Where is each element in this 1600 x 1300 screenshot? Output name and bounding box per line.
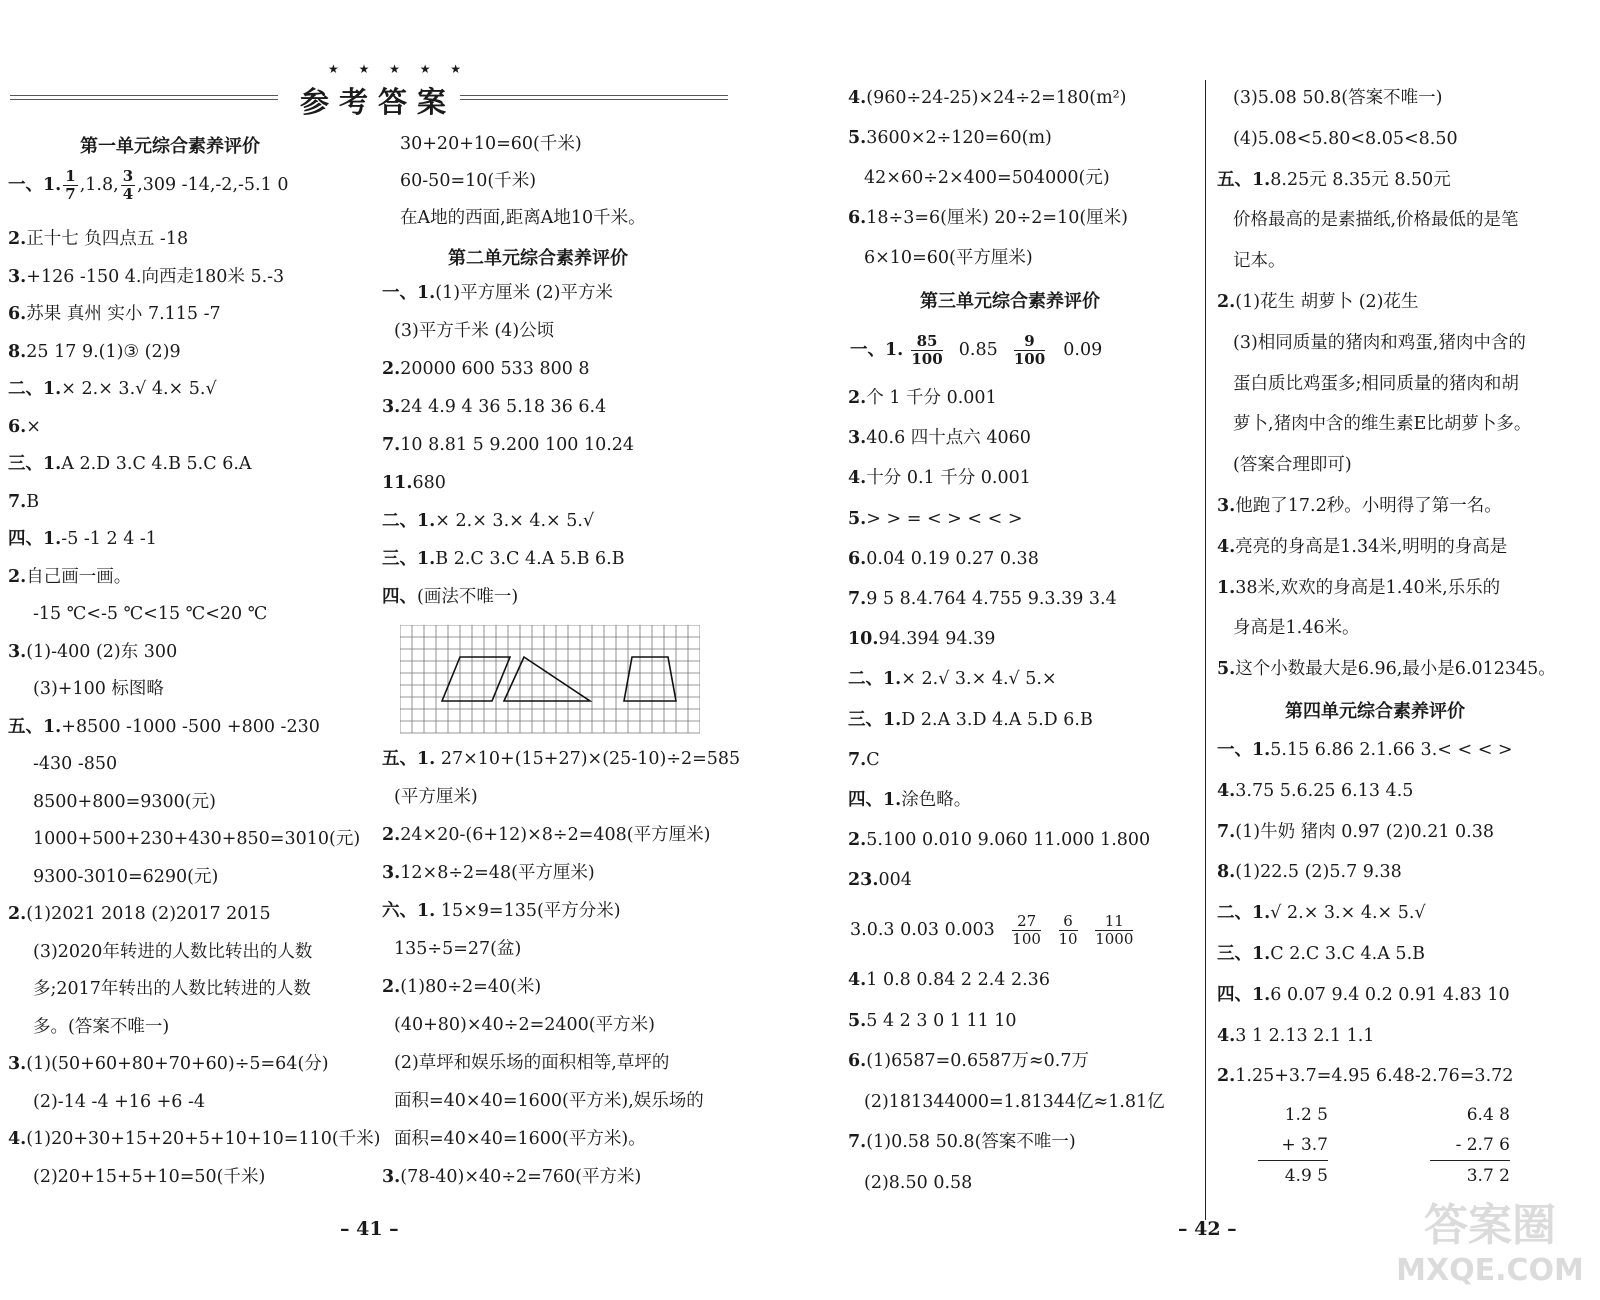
answer-line: 5.3600×2÷120=60(m) <box>848 128 1052 148</box>
answer-line: 6.苏果 真州 实小 7.115 -7 <box>8 304 221 324</box>
answer-line: 多。(答案不唯一) <box>33 1016 170 1037</box>
answer-line: (40+80)×40÷2=2400(平方米) <box>394 1015 655 1035</box>
section-title-unit4: 第四单元综合素养评价 <box>1285 701 1465 722</box>
answer-line: 多;2017年转出的人数比转进的人数 <box>33 979 311 999</box>
answer-line: 在A地的西面,距离A地10千米。 <box>400 208 646 228</box>
q-prefix: 一、1. <box>850 340 904 360</box>
answer-line: 2.(1)2021 2018 (2)2017 2015 <box>8 904 271 924</box>
answer-line: (2)8.50 0.58 <box>864 1172 973 1193</box>
trapezoid-shape <box>624 657 676 701</box>
answer-line: 3.(78-40)×40÷2=760(平方米) <box>382 1167 642 1187</box>
answer-line: 7.9 5 8.4.764 4.755 9.3.39 3.4 <box>848 589 1117 609</box>
answer-line: (3)平方千米 (4)公顷 <box>394 321 555 341</box>
page-number-left: – 41 – <box>340 1218 399 1240</box>
answer-line: 六、1. 15×9=135(平方分米) <box>382 901 621 921</box>
answer-line: 30+20+10=60(千米) <box>400 134 582 154</box>
answer-line: 5.5 4 2 3 0 1 11 10 <box>848 1010 1017 1031</box>
answer-line: -430 -850 <box>33 754 118 774</box>
answer-line: 3.+126 -150 4.向西走180米 5.-3 <box>8 266 285 287</box>
column-divider <box>1205 80 1206 1220</box>
answer-line: 135÷5=27(盆) <box>394 939 522 959</box>
answer-line: 4.3 1 2.13 2.1 1.1 <box>1217 1025 1375 1046</box>
answer-line: 4.(960÷24-25)×24÷2=180(m²) <box>848 88 1127 108</box>
answer-line: 4.(1)20+30+15+20+5+10+10=110(千米) <box>8 1129 381 1149</box>
fraction: $\frac{27}{100}$ <box>1012 912 1041 948</box>
answer-line: 价格最高的是素描纸,价格最低的是笔 <box>1233 210 1519 231</box>
answer-line: 2.1.25+3.7=4.95 6.48-2.76=3.72 <box>1217 1066 1514 1087</box>
answer-line: 五、1. 27×10+(15+27)×(25-10)÷2=585 <box>382 749 741 769</box>
answer-line: 3.12×8÷2=48(平方厘米) <box>382 863 595 883</box>
answer-line: 3.(1)(50+60+80+70+60)÷5=64(分) <box>8 1054 329 1074</box>
answer-line: 2.正十七 负四点五 -18 <box>8 229 189 249</box>
answer-line: 三、1.B 2.C 3.C 4.A 5.B 6.B <box>382 549 625 569</box>
answer-line: (2)-14 -4 +16 +6 -4 <box>33 1091 206 1112</box>
answer-line: 一、1.(1)平方厘米 (2)平方米 <box>382 283 613 303</box>
answer-line: 7.(1)0.58 50.8(答案不唯一) <box>848 1132 1076 1152</box>
fraction: $\frac{1}{7}$ <box>65 167 76 203</box>
vertical-calc-addition: 1.2 5 + 3.7 4.9 5 <box>1258 1100 1328 1191</box>
answer-line: (3)相同质量的猪肉和鸡蛋,猪肉中含的 <box>1233 332 1526 353</box>
q-prefix: 一、1. <box>8 175 62 195</box>
answer-line: 四、(画法不唯一) <box>382 587 519 607</box>
answer-line: 四、1.6 0.07 9.4 0.2 0.91 4.83 10 <box>1217 984 1510 1005</box>
section-title-unit2: 第二单元综合素养评价 <box>448 248 628 269</box>
answer-line: 记本。 <box>1233 251 1286 272</box>
answer-line: 4.十分 0.1 千分 0.001 <box>848 468 1031 489</box>
answer-line: (3)2020年转进的人数比转出的人数 <box>33 941 313 962</box>
answer-line: 7.(1)牛奶 猪肉 0.97 (2)0.21 0.38 <box>1217 821 1495 842</box>
section-title-unit3: 第三单元综合素养评价 <box>920 291 1100 312</box>
answer-line: 三、1.D 2.A 3.D 4.A 5.D 6.B <box>848 709 1093 730</box>
vertical-calc-subtraction: 6.4 8 - 2.7 6 3.7 2 <box>1430 1100 1510 1191</box>
watermark-logo <box>1390 1190 1595 1290</box>
header-rule-left <box>10 95 278 100</box>
answer-line: 5.这个小数最大是6.96,最小是6.012345。 <box>1217 659 1556 680</box>
fraction: $\frac{85}{100}$ <box>911 332 943 368</box>
answer-line: 二、1.× 2.× 3.√ 4.× 5.√ <box>8 379 217 399</box>
answer-line: 五、1.+8500 -1000 -500 +800 -230 <box>8 716 320 737</box>
answer-line: 2.24×20-(6+12)×8÷2=408(平方厘米) <box>382 825 711 845</box>
page-title: 参考答案 <box>300 85 457 119</box>
svg-text:MXQE.COM: MXQE.COM <box>1396 1253 1584 1288</box>
answer-line: 一、1.5.15 6.86 2.1.66 3.< < < > <box>1217 740 1513 760</box>
answer-line: (答案合理即可) <box>1233 455 1352 476</box>
answer-line: 身高是1.46米。 <box>1233 618 1360 639</box>
answer-line: 2.5.100 0.010 9.060 11.000 1.800 <box>848 830 1151 851</box>
answer-line: 3.24 4.9 4 36 5.18 36 6.4 <box>382 397 607 417</box>
fraction: $\frac{9}{100}$ <box>1013 332 1046 368</box>
answer-line: 8.25 17 9.(1)③ (2)9 <box>8 341 181 362</box>
answer-line: 3.(1)-400 (2)东 300 <box>8 641 178 662</box>
answer-line: 7.10 8.81 5 9.200 100 10.24 <box>382 435 635 455</box>
page-number-right: – 42 – <box>1178 1218 1237 1240</box>
answer-line: (2)181344000=1.81344亿≈1.81亿 <box>864 1091 1165 1112</box>
parallelogram-shape <box>442 657 510 701</box>
answer-line: 2.(1)80÷2=40(米) <box>382 977 542 997</box>
answer-line: 二、1.× 2.× 3.× 4.× 5.√ <box>382 511 595 531</box>
triangle-shape <box>504 657 590 701</box>
answer-line: 1000+500+230+430+850=3010(元) <box>33 829 361 849</box>
answer-line: 4.3.75 5.6.25 6.13 4.5 <box>1217 780 1414 801</box>
answer-line: 60-50=10(千米) <box>400 171 537 191</box>
fraction: $\frac{6}{10}$ <box>1058 912 1078 948</box>
answer-line: 4.1 0.8 0.84 2 2.4 2.36 <box>848 970 1050 990</box>
answer-line: 面积=40×40=1600(平方米),娱乐场的 <box>394 1091 704 1111</box>
answer-line: 5.> > = < > < < > <box>848 508 1023 529</box>
answer-line: 7.C <box>848 749 880 770</box>
header-rule-right <box>460 95 728 100</box>
answer-line: 6.(1)6587=0.6587万≈0.7万 <box>848 1051 1089 1071</box>
answer-line: 8500+800=9300(元) <box>33 791 216 812</box>
answer-line: 三、1.A 2.D 3.C 4.B 5.C 6.A <box>8 454 252 474</box>
answer-line: 二、1.√ 2.× 3.× 4.× 5.√ <box>1217 903 1426 924</box>
answer-line: 6.× <box>8 416 41 437</box>
answer-line: 11.680 <box>382 473 446 493</box>
fraction: $\frac{3}{4}$ <box>122 167 134 203</box>
answer-line: 四、1.涂色略。 <box>848 790 972 810</box>
answer-line: 三、1.C 2.C 3.C 4.A 5.B <box>1217 944 1425 964</box>
answer-line: (平方厘米) <box>394 787 478 807</box>
svg-text:答案圈: 答案圈 <box>1424 1200 1556 1251</box>
grid-drawing <box>400 625 700 735</box>
answer-line: 3.40.6 四十点六 4060 <box>848 428 1031 449</box>
answer-line: 二、1.× 2.√ 3.× 4.√ 5.× <box>848 669 1057 690</box>
answer-line: 3.0.3 0.03 0.003 $\frac{27}{100}$ $\frac{6}{10}$ $\frac{11}{1000}$ <box>850 912 1134 948</box>
answer-line: (2)草坪和娱乐场的面积相等,草坪的 <box>394 1053 670 1073</box>
answer-line: 1.38米,欢欢的身高是1.40米,乐乐的 <box>1217 577 1501 598</box>
answer-line: 6×10=60(平方厘米) <box>864 248 1033 268</box>
answer-line: 10.94.394 94.39 <box>848 629 996 650</box>
answer-line: (4)5.08<5.80<8.05<8.50 <box>1233 128 1458 149</box>
answer-line: 四、1.-5 -1 2 4 -1 <box>8 529 157 549</box>
answer-line: 一、1. $\frac{1}{7}$ ,1.8, $\frac{3}{4}$ ,309 -14,-2,-5.1 0 <box>8 167 289 203</box>
page-header <box>10 62 730 122</box>
answer-line: 2.(1)花生 胡萝卜 (2)花生 <box>1217 292 1419 312</box>
answer-line: 23.004 <box>848 870 912 891</box>
answer-line: 9300-3010=6290(元) <box>33 866 219 887</box>
answer-line: 4.亮亮的身高是1.34米,明明的身高是 <box>1217 536 1508 557</box>
answer-line: (3)+100 标图略 <box>33 679 164 699</box>
answer-line: 2.个 1 千分 0.001 <box>848 388 997 408</box>
fraction: $\frac{11}{1000}$ <box>1095 912 1134 948</box>
answer-line: 8.(1)22.5 (2)5.7 9.38 <box>1217 862 1402 883</box>
answer-line: -15 ℃<-5 ℃<15 ℃<20 ℃ <box>33 604 268 624</box>
answer-line: 3.他跑了17.2秒。小明得了第一名。 <box>1217 496 1502 516</box>
answer-line: 2.自己画一画。 <box>8 566 132 587</box>
answer-line: (2)20+15+5+10=50(千米) <box>33 1166 266 1187</box>
header-stars: ★ ★ ★ ★ ★ <box>328 62 470 76</box>
answer-line: 6.0.04 0.19 0.27 0.38 <box>848 548 1039 569</box>
answer-line: 7.B <box>8 491 40 512</box>
section-title-unit1: 第一单元综合素养评价 <box>80 136 260 157</box>
answer-line: 2.20000 600 533 800 8 <box>382 359 590 379</box>
answer-line: 42×60÷2×400=504000(元) <box>864 168 1110 188</box>
answer-line: 面积=40×40=1600(平方米)。 <box>394 1129 646 1149</box>
answer-line: 一、1. $\frac{85}{100}$ 0.85 $\frac{9}{100}$ 0.09 <box>850 332 1103 368</box>
answer-line: 萝卜,猪肉中含的维生素E比胡萝卜多。 <box>1233 414 1532 435</box>
answer-line: 6.18÷3=6(厘米) 20÷2=10(厘米) <box>848 208 1129 228</box>
answer-line: (3)5.08 50.8(答案不唯一) <box>1233 88 1443 108</box>
answer-line: 五、1.8.25元 8.35元 8.50元 <box>1217 169 1451 190</box>
answer-line: 蛋白质比鸡蛋多;相同质量的猪肉和胡 <box>1233 373 1519 394</box>
